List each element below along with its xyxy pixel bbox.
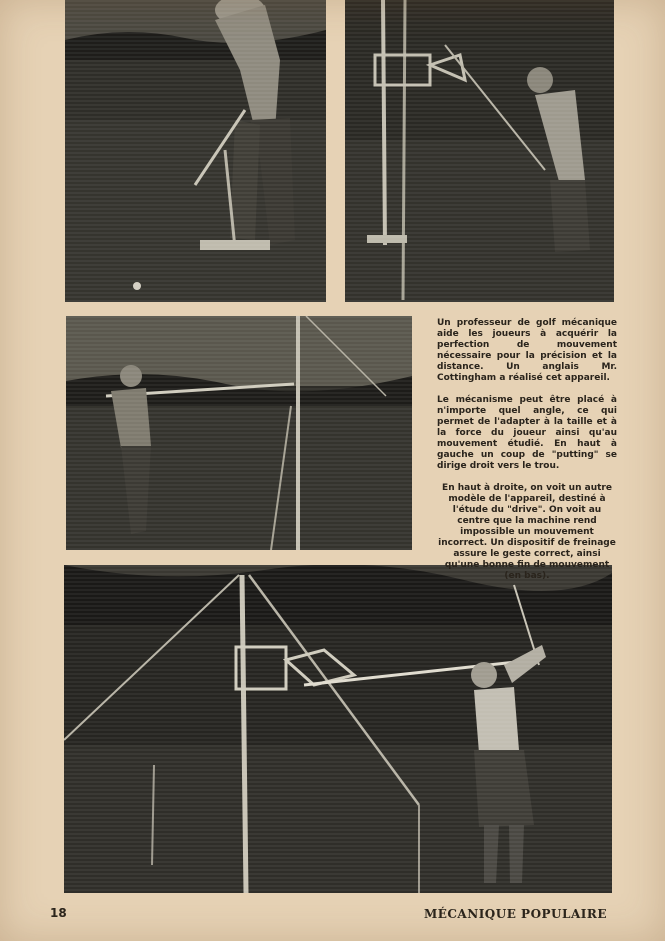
magazine-title: MÉCANIQUE POPULAIRE [423,907,607,921]
photo-drive-device [345,0,614,302]
caption-paragraph: En haut à droite, on voit un autre modèle de l'appareil, destiné à l'étude du "drive". On voit au centre que la machine rend impossible un mouvement incorrect. Un dispositif de freinage assure le geste correct, ainsi qu'une bonne fin de mouvement (en bas). [438,483,616,581]
photo-center-machine [66,316,412,550]
photo-putting [65,0,326,302]
caption-paragraph: Un professeur de golf mécanique aide les joueurs à acquérir la perfection de mouvement nécessaire pour la précision et la distance. Un anglais Mr. Cottingham a réalisé cet appareil. [437,318,617,383]
article-caption [437,318,617,593]
photo-braking-device [64,565,612,893]
caption-paragraph: Le mécanisme peut être placé à n'importe quel angle, ce qui permet de l'adapter à la taille et à la force du joueur ainsi qu'au mouvement étudié. En haut à gauche un coup de "putting" se dirige droit vers le trou. [437,395,617,471]
page-number: 18 [50,906,67,920]
